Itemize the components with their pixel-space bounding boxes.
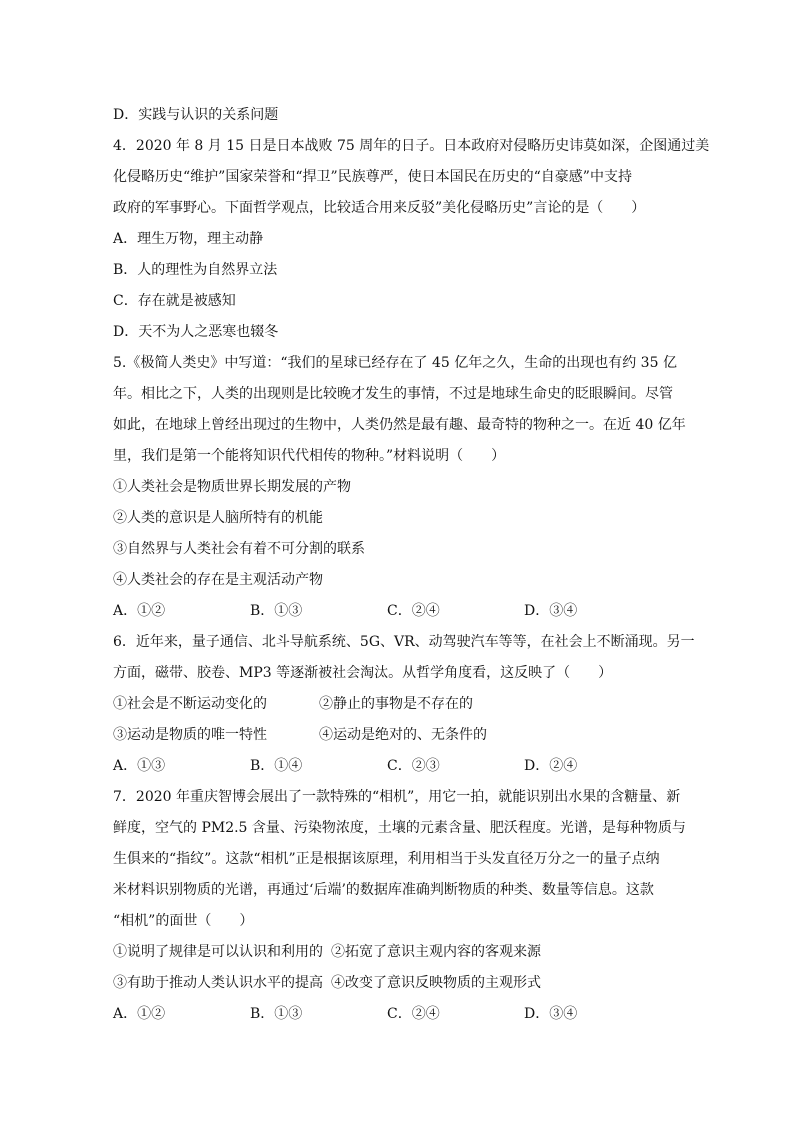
q7-stem-line-3: 生俱来的“指纹”。这款“相机”正是根据该原理，利用相当于头发直径万分之一的量子点纳: [113, 851, 660, 867]
q5-statement-3: ③自然界与人类社会有着不可分割的联系: [113, 541, 365, 557]
q7-choice-c: C．②④: [387, 1006, 440, 1022]
q7-stem-line-5: “相机”的面世（ ）: [113, 913, 254, 929]
q4-option-d: D．天不为人之恶寒也辍冬: [113, 324, 279, 340]
q7-statements-row-1: [113, 943, 693, 961]
q7-stem-line-4: 米材料识别物质的光谱，再通过‘后端’的数据库准确判断物质的种类、数量等信息。这款: [113, 882, 654, 898]
q6-choice-c: C．②③: [387, 758, 440, 774]
q6-choice-b: B．①④: [250, 758, 303, 774]
q6-stem-line-1: 6．近年来，量子通信、北斗导航系统、5G、VR、动驾驶汽车等等，在社会上不断涌现。另一: [113, 634, 695, 650]
q6-choice-d: D．②④: [524, 758, 578, 774]
q7-statement-1: ①说明了规律是可以认识和利用的: [113, 944, 323, 960]
q5-choices: [113, 602, 693, 620]
q5-statement-2: ②人类的意识是人脑所特有的机能: [113, 510, 323, 526]
q5-stem-line-4: 里，我们是第一个能将知识代代相传的物种。”材料说明（ ）: [113, 448, 506, 464]
q7-stem-line-1: 7．2020 年重庆智博会展出了一款特殊的“相机”，用它一拍，就能识别出水果的含糖量、新: [113, 789, 681, 805]
q7-choice-b: B．①③: [250, 1006, 303, 1022]
q4-stem-line-1: 4．2020 年 8 月 15 日是日本战败 75 周年的日子。日本政府对侵略历史讳莫如深，企图通过美: [113, 138, 710, 154]
q6-stem-line-2: 方面，磁带、胶卷、MP3 等逐渐被社会淘汰。从哲学角度看，这反映了（ ）: [113, 665, 613, 681]
q6-statements-row-2: [113, 726, 693, 744]
q7-stem-line-2: 鲜度，空气的 PM2.5 含量、污染物浓度，土壤的元素含量、肥沃程度。光谱，是每种物质与: [113, 820, 686, 836]
q4-option-c: C．存在就是被感知: [113, 293, 236, 309]
q5-choice-a: A．①②: [113, 603, 166, 619]
q6-choice-a: A．①③: [113, 758, 166, 774]
q7-choices: [113, 1005, 693, 1023]
q5-choice-d: D．③④: [524, 603, 578, 619]
q5-stem-line-2: 年。相比之下，人类的出现则是比较晚才发生的事情，不过是地球生命史的眨眼瞬间。尽管: [113, 386, 673, 402]
q6-statements-row-1: [113, 695, 693, 713]
q6-statement-1: ①社会是不断运动变化的: [113, 696, 267, 712]
q6-statement-3: ③运动是物质的唯一特性: [113, 727, 267, 743]
q3-option-d: D．实践与认识的关系问题: [113, 107, 279, 123]
q7-statement-4: ④改变了意识反映物质的主观形式: [331, 975, 541, 991]
q4-option-b: B．人的理性为自然界立法: [113, 262, 278, 278]
q5-choice-c: C．②④: [387, 603, 440, 619]
q6-choices: [113, 757, 693, 775]
q4-stem-line-2: 化侵略历史“维护”国家荣誉和“捍卫”民族尊严，使日本国民在历史的“自豪感”中支持: [113, 169, 632, 185]
q6-statement-2: ②静止的事物是不存在的: [319, 696, 473, 712]
q7-statement-2: ②拓宽了意识主观内容的客观来源: [331, 944, 541, 960]
q4-option-a: A．理生万物，理主动静: [113, 231, 264, 247]
q6-statement-4: ④运动是绝对的、无条件的: [319, 727, 487, 743]
q7-choice-d: D．③④: [524, 1006, 578, 1022]
q5-stem-line-3: 如此，在地球上曾经出现过的生物中，人类仍然是最有趣、最奇特的物种之一。在近 40 亿年: [113, 417, 686, 433]
q4-stem-line-3: 政府的军事野心。下面哲学观点，比较适合用来反驳”美化侵略历史”言论的是（ ）: [113, 200, 646, 216]
q5-statement-4: ④人类社会的存在是主观活动产物: [113, 572, 323, 588]
q5-statement-1: ①人类社会是物质世界长期发展的产物: [113, 479, 351, 495]
q7-choice-a: A．①②: [113, 1006, 166, 1022]
q7-statements-row-2: [113, 974, 693, 992]
q7-statement-3: ③有助于推动人类认识水平的提高: [113, 975, 323, 991]
q5-choice-b: B．①③: [250, 603, 303, 619]
q5-stem-line-1: 5.《极简人类史》中写道：“我们的星球已经存在了 45 亿年之久，生命的出现也有约 35 亿: [113, 355, 677, 371]
